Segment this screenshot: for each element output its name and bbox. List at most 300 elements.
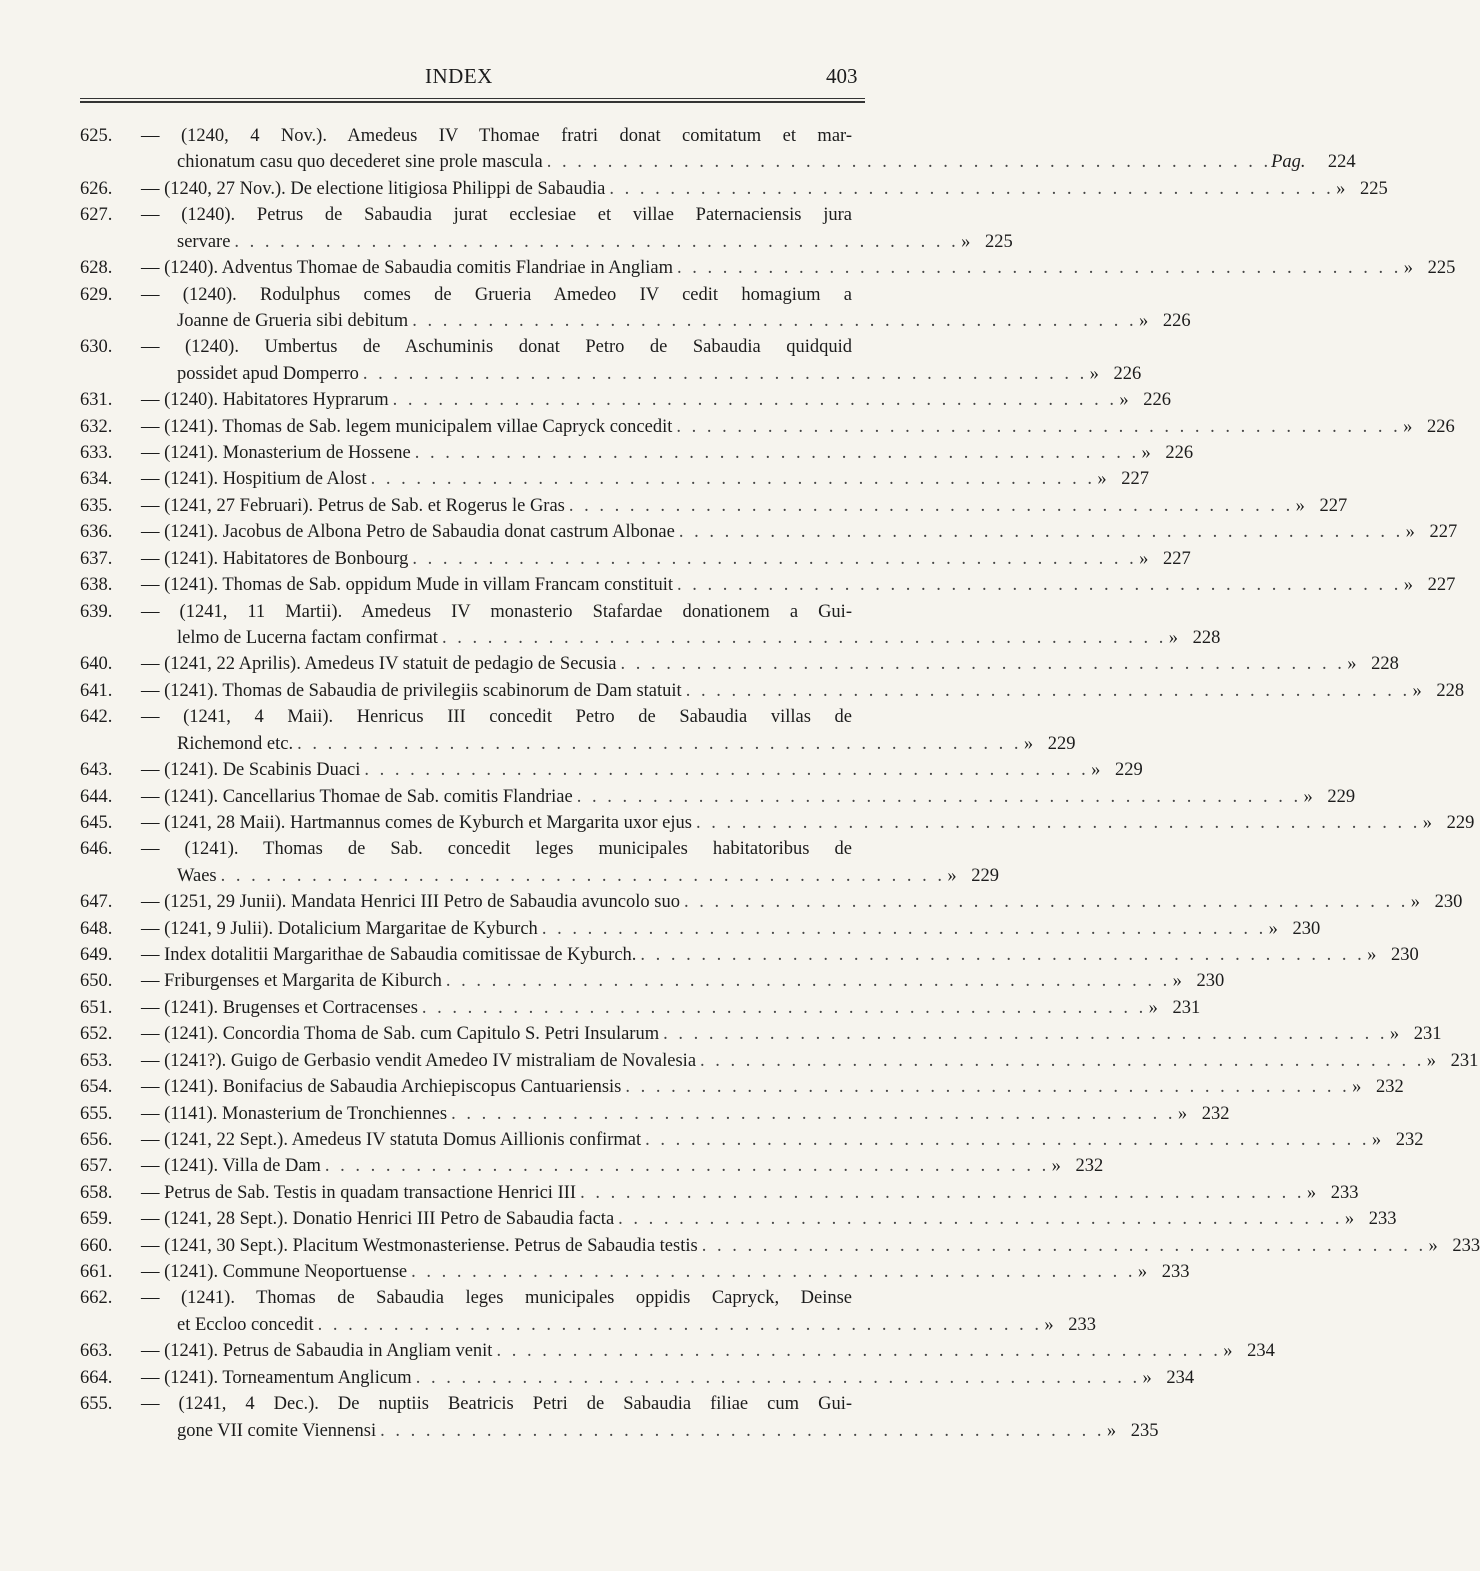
entry-page-number: 233: [1368, 1209, 1397, 1229]
index-entry-continuation: [80, 731, 1076, 757]
entry-title: — (1241). Hospitium de Alost: [141, 469, 367, 489]
page-marker: »: [1403, 417, 1413, 437]
entry-body: [141, 995, 1201, 1021]
index-entry: [80, 1259, 1190, 1285]
entry-page-number: 235: [1130, 1421, 1159, 1441]
entry-title: — (1251, 29 Junii). Mandata Henrici III Petro de Sabaudia avuncolo suo: [141, 892, 680, 912]
dot-leader: [565, 493, 1293, 519]
page-marker: »: [1172, 971, 1182, 991]
entry-title: — (1241). Petrus de Sabaudia in Angliam venit: [141, 1341, 493, 1361]
index-entry: [80, 810, 1475, 836]
index-entry: [80, 599, 892, 625]
dot-leader: [376, 1418, 1104, 1444]
page-marker: »: [1403, 258, 1413, 278]
index-entry: [80, 995, 1201, 1021]
entry-number: 640.: [80, 654, 113, 674]
entry-page-number: 226: [1143, 390, 1172, 410]
entry-title: — Petrus de Sab. Testis in quadam transactione Henrici III: [141, 1183, 577, 1203]
entry-number: 641.: [80, 681, 113, 701]
index-entry: [80, 1391, 892, 1417]
index-entry: [80, 942, 1419, 968]
dot-leader: [314, 1312, 1042, 1338]
entry-title: — (1240). Rodulphus comes de Grueria Amedeo IV cedit homagium a: [141, 285, 852, 305]
page-marker: »: [1142, 1368, 1152, 1388]
dot-leader: [293, 731, 1021, 757]
dot-leader: [680, 889, 1408, 915]
page-marker: »: [1139, 549, 1149, 569]
dot-leader: [411, 440, 1139, 466]
page-marker: »: [1138, 311, 1149, 331]
entry-number: 662.: [80, 1288, 113, 1308]
index-entry: [80, 334, 892, 360]
index-entry: [80, 1127, 1424, 1153]
index-entry: [80, 1048, 1479, 1074]
entry-title: — (1241, 4 Maii). Henricus III concedit Petro de Sabaudia villas de: [141, 707, 852, 727]
entry-number: 633.: [80, 443, 113, 463]
page-marker: »: [961, 232, 971, 252]
page-marker: »: [1403, 575, 1413, 595]
entry-title: chionatum casu quo decederet sine prole mascula: [177, 152, 543, 172]
entry-body: [141, 784, 1356, 810]
dot-leader: [538, 916, 1266, 942]
entry-body: [177, 863, 999, 889]
page-marker: »: [1371, 1130, 1382, 1150]
entry-number: 637.: [80, 549, 113, 569]
entry-title: et Eccloo concedit: [177, 1315, 314, 1335]
entry-title: — (1241). Torneamentum Anglicum: [141, 1368, 412, 1388]
dot-leader: [621, 1074, 1349, 1100]
page-marker: »: [1268, 919, 1278, 939]
entry-page-number: 227: [1429, 522, 1458, 542]
dot-leader: [605, 176, 1333, 202]
index-entry: [80, 572, 1456, 598]
entry-title: — (1241). Commune Neoportuense: [141, 1262, 408, 1282]
page-marker: »: [1177, 1104, 1188, 1124]
index-entry: [80, 176, 1388, 202]
entry-body: [141, 942, 1419, 968]
entry-body: [177, 149, 1356, 175]
dot-leader: [230, 229, 958, 255]
dot-leader: [217, 863, 945, 889]
running-head-title: INDEX: [425, 64, 493, 88]
page-marker: »: [1367, 945, 1377, 965]
entry-number: 661.: [80, 1262, 113, 1282]
entry-page-number: 231: [1172, 998, 1201, 1018]
entry-number: 632.: [80, 417, 113, 437]
entry-page-number: 233: [1068, 1315, 1097, 1335]
entry-number: 642.: [80, 707, 113, 727]
entry-page-number: 230: [1196, 971, 1225, 991]
entry-page-number: 230: [1292, 919, 1321, 939]
entry-title: — (1241, 27 Februari). Petrus de Sab. et Rogerus le Gras: [141, 496, 565, 516]
entry-body: [141, 1259, 1190, 1285]
page-marker: »: [1410, 892, 1420, 912]
entry-page-number: 229: [971, 866, 999, 886]
dot-leader: [367, 466, 1095, 492]
entry-title: — (1241, 28 Maii). Hartmannus comes de Kyburch et Margarita uxor ejus: [141, 813, 692, 833]
index-entry: [80, 414, 1455, 440]
entry-body: [141, 1391, 852, 1417]
entry-title: — (1241, 4 Dec.). De nuptiis Beatricis Petri de Sabaudia filiae cum Gui-: [141, 1394, 852, 1414]
entry-body: [177, 308, 1191, 334]
page-marker: »: [1347, 654, 1357, 674]
entry-page-number: 232: [1395, 1130, 1424, 1150]
index-entry: [80, 546, 1191, 572]
entry-body: [141, 572, 1456, 598]
entry-title: — (1241, 22 Aprilis). Amedeus IV statuit de pedagio de Secusia: [141, 654, 617, 674]
dot-leader: [438, 625, 1166, 651]
page-marker: »: [1352, 1077, 1362, 1097]
entry-title: — (1141). Monasterium de Tronchiennes: [141, 1104, 448, 1124]
entry-number: 655.: [80, 1104, 113, 1124]
dot-leader: [692, 810, 1420, 836]
page-marker: »: [1091, 760, 1101, 780]
entry-body: [141, 678, 1465, 704]
entry-title: — (1241). Cancellarius Thomae de Sab. comitis Flandriae: [141, 787, 573, 807]
entry-page-number: 225: [985, 232, 1013, 252]
entry-page-number: 228: [1192, 628, 1221, 648]
entry-body: [141, 1285, 852, 1311]
page-marker: »: [1044, 1315, 1054, 1335]
page-marker: »: [1303, 787, 1313, 807]
entry-number: 636.: [80, 522, 113, 542]
index-entry: [80, 440, 1194, 466]
page-marker: »: [1089, 364, 1099, 384]
entry-body: [177, 1312, 1097, 1338]
entry-number: 664.: [80, 1368, 113, 1388]
entry-page-number: 230: [1391, 945, 1419, 965]
entry-body: [141, 255, 1456, 281]
index-entry-continuation: [80, 229, 1013, 255]
dot-leader: [408, 546, 1136, 572]
entry-page-number: 226: [1165, 443, 1194, 463]
entry-number: 631.: [80, 390, 113, 410]
entry-page-number: 227: [1162, 549, 1191, 569]
entry-page-number: 233: [1330, 1183, 1359, 1203]
entry-number: 660.: [80, 1236, 113, 1256]
entry-title: — (1241). Monasterium de Hossene: [141, 443, 411, 463]
entry-page-number: 232: [1376, 1077, 1404, 1097]
entry-title: — (1240, 4 Nov.). Amedeus IV Thomae fratri donat comitatum et mar-: [141, 126, 852, 146]
entry-body: [141, 1127, 1424, 1153]
index-entry-continuation: [80, 1312, 1097, 1338]
entry-body: [141, 546, 1191, 572]
entry-page-number: 227: [1427, 575, 1456, 595]
entry-title: — (1241). Villa de Dam: [141, 1156, 321, 1176]
entry-page-number: 232: [1075, 1156, 1104, 1176]
entry-body: [141, 1021, 1442, 1047]
index-entry: [80, 387, 1172, 413]
entry-title: Joanne de Grueria sibi debitum: [177, 311, 409, 331]
entry-page-number: 228: [1436, 681, 1465, 701]
dot-leader: [616, 651, 1344, 677]
dot-leader: [407, 1259, 1135, 1285]
entry-number: 655.: [80, 1394, 113, 1414]
entry-title: — (1240, 27 Nov.). De electione litigiosa Philippi de Sabaudia: [141, 179, 606, 199]
entry-number: 656.: [80, 1130, 113, 1150]
entry-body: [141, 704, 852, 730]
index-entry-continuation: [80, 625, 1221, 651]
entry-title: — (1240). Adventus Thomae de Sabaudia comitis Flandriae in Angliam: [141, 258, 673, 278]
page-marker: »: [947, 866, 957, 886]
page-marker: »: [1137, 1262, 1148, 1282]
entry-number: 629.: [80, 285, 113, 305]
index-entry: [80, 493, 1348, 519]
page-marker: »: [1141, 443, 1151, 463]
entry-body: [141, 757, 1143, 783]
entry-body: [141, 202, 852, 228]
entry-page-number: 227: [1319, 496, 1348, 516]
entry-number: 639.: [80, 602, 113, 622]
index-entry: [80, 704, 892, 730]
entry-body: [141, 176, 1388, 202]
entry-number: 658.: [80, 1183, 113, 1203]
entry-number: 653.: [80, 1051, 113, 1071]
index-entry: [80, 202, 892, 228]
entry-body: [141, 968, 1225, 994]
index-entry: [80, 466, 1149, 492]
index-entry-continuation: [80, 149, 1356, 175]
entry-number: 638.: [80, 575, 113, 595]
index-entry: [80, 1101, 1230, 1127]
page-marker: »: [1168, 628, 1178, 648]
entry-title: — Friburgenses et Margarita de Kiburch: [141, 971, 442, 991]
entry-body: [177, 361, 1142, 387]
entry-number: 648.: [80, 919, 113, 939]
entry-body: [141, 387, 1172, 413]
dot-leader: [682, 678, 1410, 704]
entry-title: — (1241, 30 Sept.). Placitum Westmonasteriense. Petrus de Sabaudia testis: [141, 1236, 698, 1256]
entry-title: gone VII comite Viennensi: [177, 1421, 377, 1441]
dot-leader: [641, 1127, 1369, 1153]
entry-number: 659.: [80, 1209, 113, 1229]
page-marker: »: [1097, 469, 1107, 489]
dot-leader: [442, 968, 1170, 994]
page-marker: »: [1422, 813, 1432, 833]
entry-page-number: 234: [1247, 1341, 1275, 1361]
entry-title: — (1241). Thomas de Sab. legem municipalem villae Capryck concedit: [141, 417, 673, 437]
entry-number: 649.: [80, 945, 113, 965]
entry-number: 643.: [80, 760, 113, 780]
index-entry-continuation: [80, 361, 1142, 387]
entry-number: 663.: [80, 1341, 113, 1361]
entry-body: [141, 1153, 1104, 1179]
page-marker: »: [1426, 1051, 1437, 1071]
entry-title: — (1241). Jacobus de Albona Petro de Sabaudia donat castrum Albonae: [141, 522, 675, 542]
entry-number: 651.: [80, 998, 113, 1018]
index-entry-continuation: [80, 863, 999, 889]
entry-body: [141, 651, 1399, 677]
entry-title: — (1240). Habitatores Hyprarum: [141, 390, 389, 410]
page-marker: »: [1148, 998, 1158, 1018]
entry-page-number: 226: [1427, 417, 1455, 437]
dot-leader: [418, 995, 1146, 1021]
entry-body: [177, 1418, 1159, 1444]
entry-number: 627.: [80, 205, 113, 225]
entry-page-number: 233: [1161, 1262, 1190, 1282]
index-entry: [80, 784, 1356, 810]
entry-number: 647.: [80, 892, 113, 912]
dot-leader: [573, 784, 1301, 810]
entry-page-number: 229: [1327, 787, 1356, 807]
dot-leader: [360, 757, 1088, 783]
entry-page-number: 231: [1413, 1024, 1442, 1044]
page-marker: »: [1389, 1024, 1400, 1044]
entry-page-number: 226: [1162, 311, 1191, 331]
page-marker: »: [1344, 1209, 1355, 1229]
entry-body: [141, 889, 1463, 915]
index-entry: [80, 678, 1465, 704]
entry-number: 644.: [80, 787, 113, 807]
index-entry: [80, 916, 1321, 942]
entry-body: [141, 282, 852, 308]
dot-leader: [696, 1048, 1424, 1074]
entry-page-number: 229: [1047, 734, 1076, 754]
page-marker: »: [1223, 1341, 1233, 1361]
index-entry: [80, 282, 892, 308]
entry-title: lelmo de Lucerna factam confirmat: [177, 628, 438, 648]
entry-body: [141, 1233, 1480, 1259]
index-entry: [80, 968, 1225, 994]
entry-title: — (1241). De Scabinis Duaci: [141, 760, 361, 780]
page-marker: Pag.: [1271, 152, 1306, 172]
dot-leader: [636, 942, 1364, 968]
page-marker: »: [1405, 522, 1415, 542]
entry-page-number: 229: [1446, 813, 1475, 833]
index-entry: [80, 519, 1458, 545]
page-marker: »: [1051, 1156, 1061, 1176]
entry-body: [141, 1338, 1275, 1364]
entry-title: — (1241). Thomas de Sabaudia de privilegiis scabinorum de Dam statuit: [141, 681, 682, 701]
page-marker: »: [1428, 1236, 1438, 1256]
page-number: 403: [826, 64, 858, 88]
index-entry-continuation: [80, 308, 1191, 334]
entry-body: [141, 123, 852, 149]
page-marker: »: [1412, 681, 1422, 701]
entry-body: [141, 440, 1194, 466]
index-entry: [80, 1206, 1397, 1232]
entry-title: — (1241, 11 Martii). Amedeus IV monasterio Stafardae donationem a Gui-: [141, 602, 852, 622]
entry-body: [141, 916, 1321, 942]
entry-title: — (1241). Habitatores de Bonbourg: [141, 549, 409, 569]
dot-leader: [659, 1021, 1387, 1047]
index-entry: [80, 757, 1143, 783]
entry-body: [141, 599, 852, 625]
entry-page-number: 231: [1450, 1051, 1479, 1071]
entry-title: Waes: [177, 866, 217, 886]
dot-leader: [543, 149, 1271, 175]
dot-leader: [492, 1338, 1220, 1364]
entry-page-number: 225: [1427, 258, 1456, 278]
page-marker: »: [1119, 390, 1129, 410]
entry-body: [141, 1101, 1230, 1127]
entry-title: servare: [177, 232, 231, 252]
dot-leader: [408, 308, 1136, 334]
entry-body: [177, 229, 1013, 255]
entry-page-number: 233: [1452, 1236, 1480, 1256]
dot-leader: [675, 519, 1403, 545]
dot-leader: [412, 1365, 1140, 1391]
entry-number: 646.: [80, 839, 113, 859]
entry-title: — (1241). Thomas de Sabaudia leges municipales oppidis Capryck, Deinse: [141, 1288, 852, 1308]
entry-body: [141, 1180, 1359, 1206]
entry-body: [141, 1206, 1397, 1232]
dot-leader: [672, 414, 1400, 440]
entry-number: 626.: [80, 179, 113, 199]
entry-title: — (1241, 28 Sept.). Donatio Henrici III Petro de Sabaudia facta: [141, 1209, 615, 1229]
entry-body: [141, 810, 1475, 836]
dot-leader: [673, 255, 1401, 281]
index-entry: [80, 1338, 1275, 1364]
entry-title: — (1241). Concordia Thoma de Sab. cum Capitulo S. Petri Insularum: [141, 1024, 660, 1044]
page-marker: »: [1306, 1183, 1317, 1203]
dot-leader: [321, 1153, 1049, 1179]
index-entry: [80, 1074, 1404, 1100]
entry-title: — (1241). Bonifacius de Sabaudia Archiepiscopus Cantuariensis: [141, 1077, 622, 1097]
index-entry: [80, 255, 1456, 281]
entry-number: 634.: [80, 469, 113, 489]
index-entry: [80, 1365, 1195, 1391]
entry-title: — (1241?). Guigo de Gerbasio vendit Amedeo IV mistraliam de Novalesia: [141, 1051, 697, 1071]
dot-leader: [359, 361, 1087, 387]
entry-body: [141, 1074, 1404, 1100]
entry-title: — (1241). Brugenses et Cortracenses: [141, 998, 418, 1018]
dot-leader: [673, 572, 1401, 598]
entry-title: — (1240). Petrus de Sabaudia jurat ecclesiae et villae Paternaciensis jura: [141, 205, 852, 225]
entry-title: possidet apud Domperro: [177, 364, 359, 384]
entry-body: [141, 466, 1149, 492]
entry-title: — (1241, 22 Sept.). Amedeus IV statuta Domus Aillionis confirmat: [141, 1130, 642, 1150]
entry-page-number: 234: [1166, 1368, 1195, 1388]
index-entry: [80, 1180, 1359, 1206]
index-entry: [80, 889, 1463, 915]
index-entry: [80, 1153, 1104, 1179]
entry-body: [177, 731, 1076, 757]
entry-page-number: 227: [1121, 469, 1149, 489]
dot-leader: [389, 387, 1117, 413]
page-marker: »: [1295, 496, 1305, 516]
entry-body: [141, 414, 1455, 440]
entry-body: [141, 519, 1458, 545]
page-marker: »: [1023, 734, 1034, 754]
entry-body: [177, 625, 1221, 651]
entry-body: [141, 1365, 1195, 1391]
entry-body: [141, 493, 1348, 519]
entry-number: 628.: [80, 258, 113, 278]
entry-number: 652.: [80, 1024, 113, 1044]
entry-page-number: 232: [1201, 1104, 1230, 1124]
index-entry: [80, 123, 892, 149]
entry-title: — (1241). Thomas de Sab. oppidum Mude in villam Francam constituit: [141, 575, 673, 595]
entry-number: 635.: [80, 496, 113, 516]
entry-title: — (1240). Umbertus de Aschuminis donat Petro de Sabaudia quidquid: [141, 337, 852, 357]
entry-title: — (1241, 9 Julii). Dotalicium Margaritae de Kyburch: [141, 919, 538, 939]
index-entry: [80, 836, 892, 862]
entry-number: 650.: [80, 971, 113, 991]
entry-page-number: 224: [1327, 152, 1356, 172]
entry-page-number: 226: [1113, 364, 1142, 384]
page-marker: »: [1336, 179, 1346, 199]
entry-page-number: 225: [1359, 179, 1388, 199]
entry-number: 630.: [80, 337, 113, 357]
index-entry-continuation: [80, 1418, 1159, 1444]
index-entry: [80, 1285, 892, 1311]
dot-leader: [447, 1101, 1175, 1127]
dot-leader: [576, 1180, 1304, 1206]
dot-leader: [698, 1233, 1426, 1259]
entry-number: 657.: [80, 1156, 113, 1176]
index-entry: [80, 1021, 1442, 1047]
